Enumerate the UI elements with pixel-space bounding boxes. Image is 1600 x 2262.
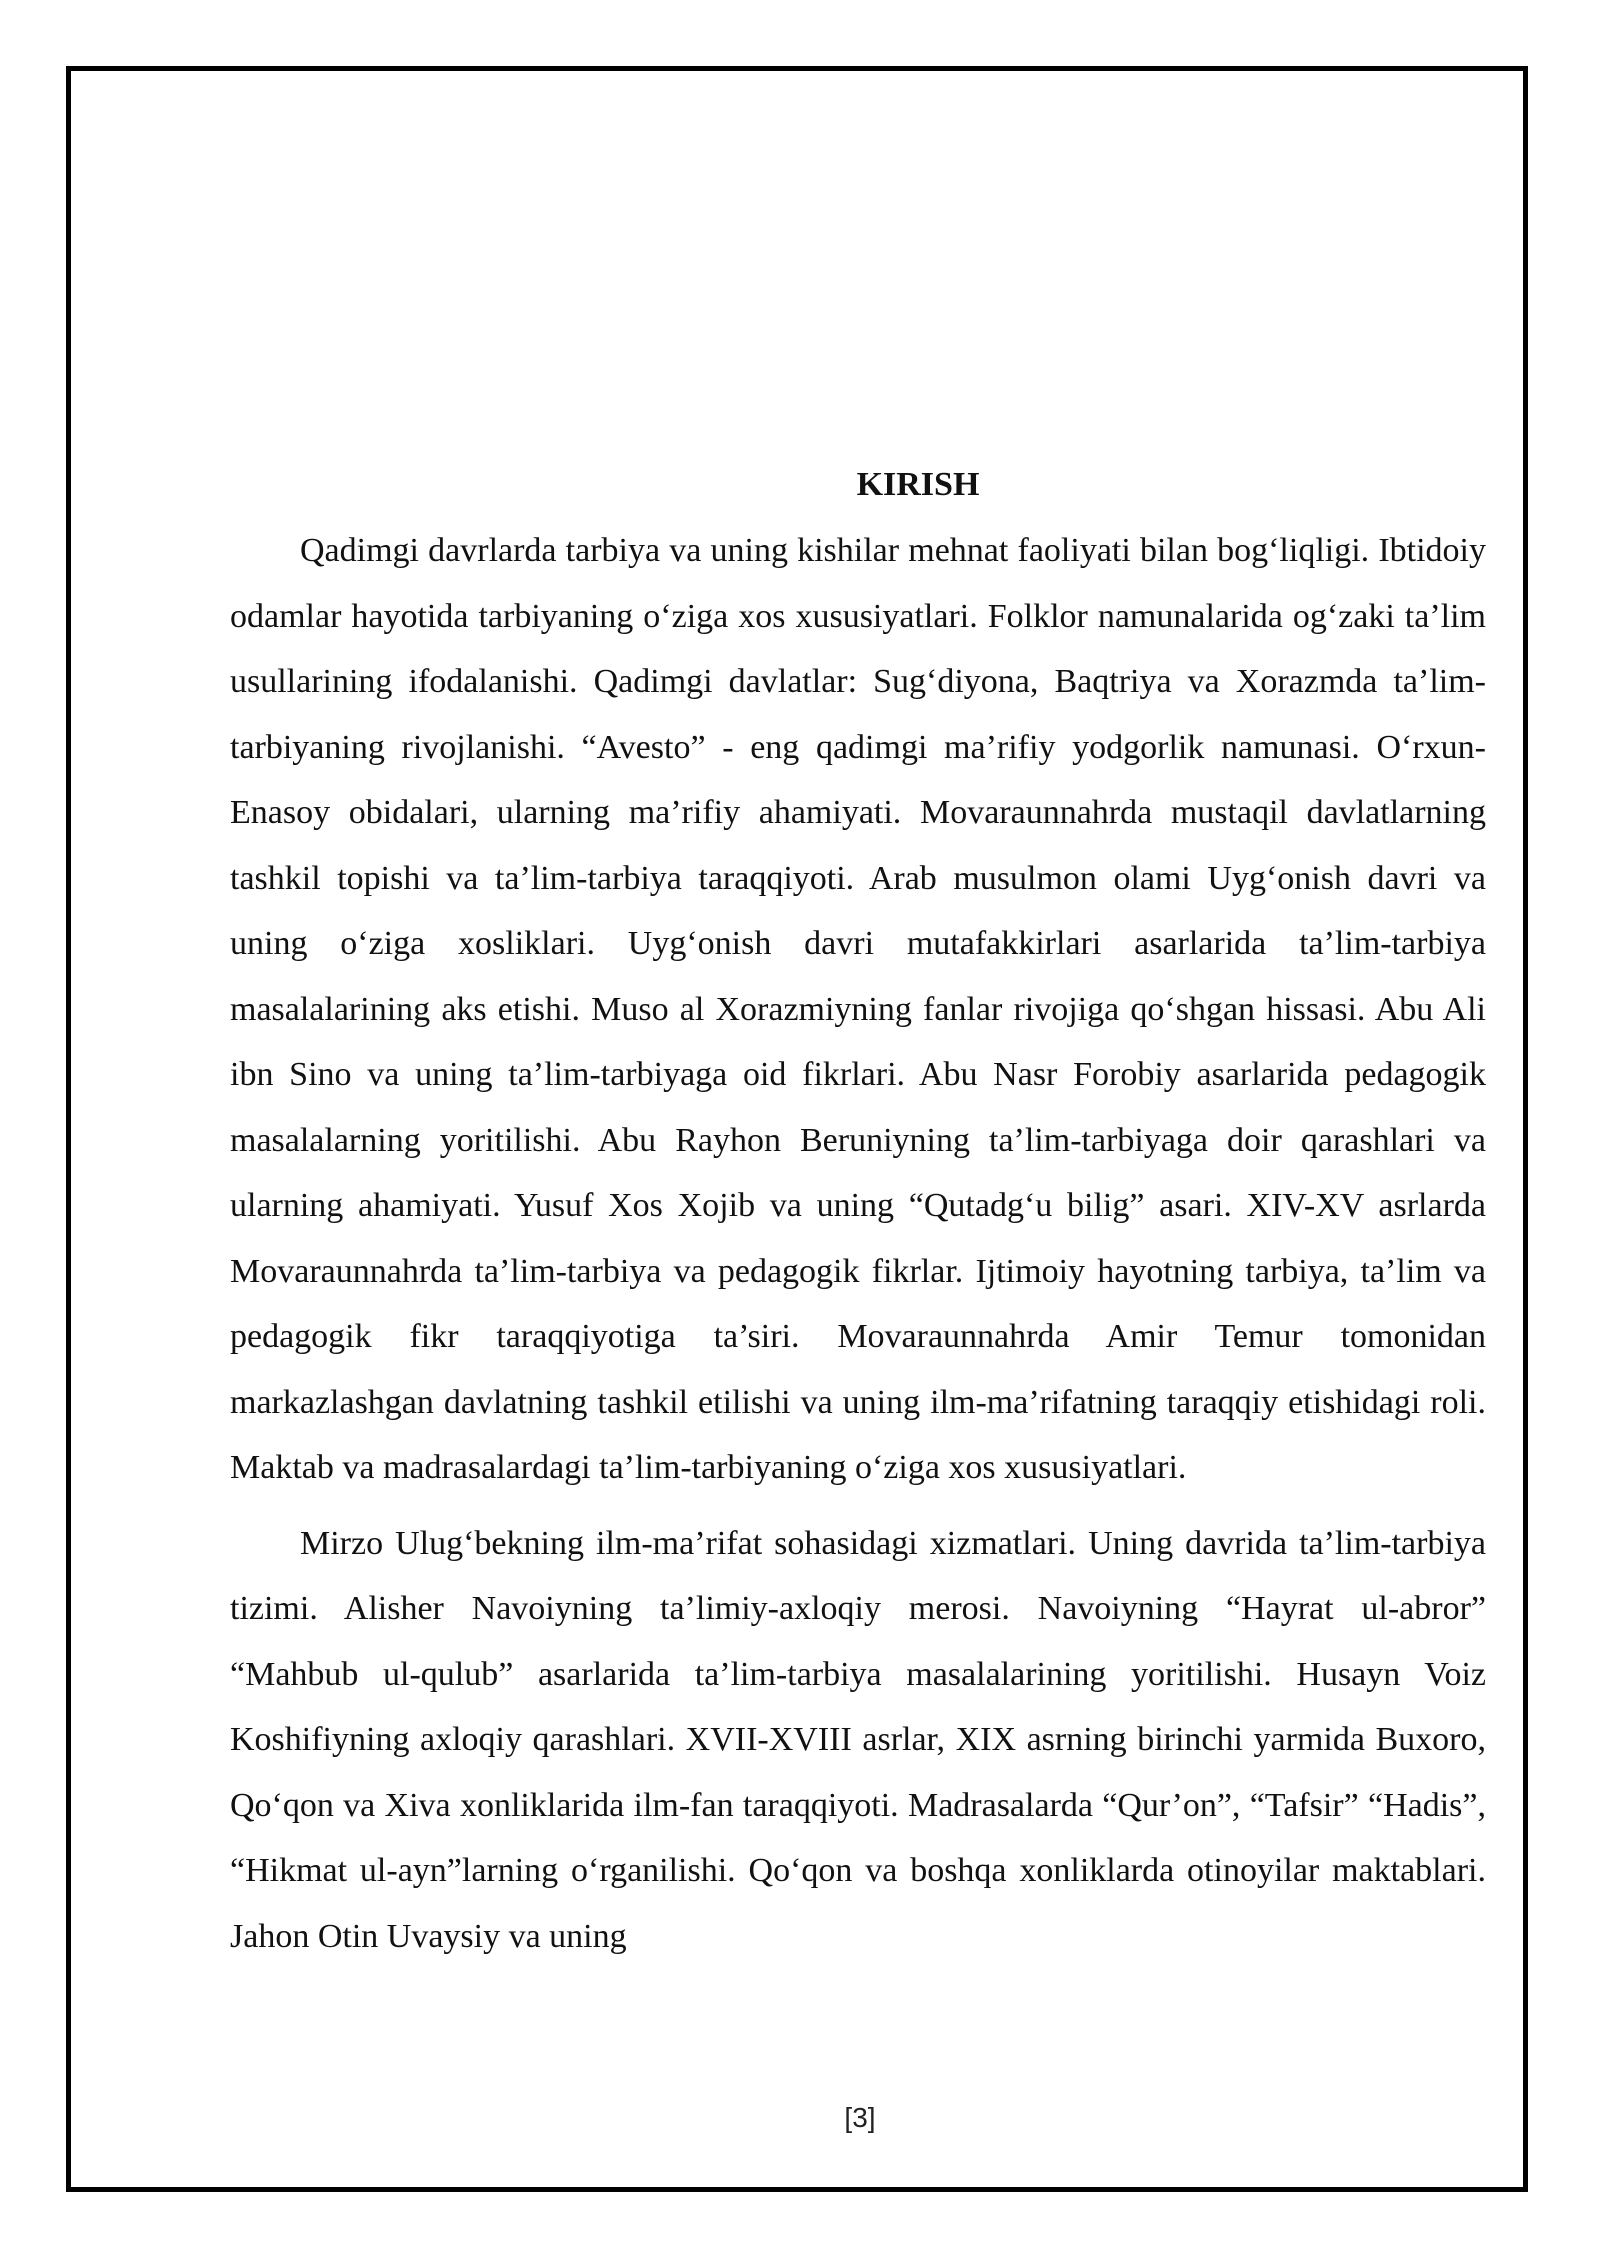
body-paragraph-1: Qadimgi davrlarda tarbiya va uning kishilar mehnat faoliyati bilan bog‘liqligi. Ibtidoiy odamlar hayotida tarbiyaning o‘ziga xos xususiyatlari. Folklor namunalarida og‘zaki ta’lim usullarining ifodalanishi. Qadimgi davlatlar: Sug‘diyona, Baqtriya va Xorazmda ta’lim-tarbiyaning rivojlanishi. “Avesto” - eng qadimgi ma’rifiy yodgorlik namunasi. O‘rxun-Enasoy obidalari, ularning ma’rifiy ahamiyati. Movaraunnahrda mustaqil davlatlarning tashkil topishi va ta’lim-tarbiya taraqqiyoti. Arab musulmon olami Uyg‘onish davri va uning o‘ziga xosliklari. Uyg‘onish davri mutafakkirlari asarlarida ta’lim-tarbiya masalalarining aks etishi. Muso al Xorazmiyning fanlar rivojiga qo‘shgan hissasi. Abu Ali ibn Sino va uning ta’lim-tarbiyaga oid fikrlari. Abu Nasr Forobiy asarlarida pedagogik masalalarning yoritilishi. Abu Rayhon Beruniyning ta’lim-tarbiyaga doir qarashlari va ularning ahamiyati. Yusuf Xos Xojib va uning “Qutadg‘u bilig” asari. XIV-XV asrlarda Movaraunnahrda ta’lim-tarbiya va pedagogik fikrlar. Ijtimoiy hayotning tarbiya, ta’lim va pedagogik fikr taraqqiyotiga ta’siri. Movaraunnahrda Amir Temur tomonidan markazlashgan davlatning tashkil etilishi va uning ilm-ma’rifatning taraqqiy etishidagi roli. Maktab va madrasalardagi ta’lim-tarbiyaning o‘ziga xos xususiyatlari. bbox=[230, 532, 1486, 1486]
page-number: [3] bbox=[844, 2102, 876, 2133]
body-paragraph-2: Mirzo Ulug‘bekning ilm-ma’rifat sohasidagi xizmatlari. Uning davrida ta’lim-tarbiya tizimi. Alisher Navoiyning ta’limiy-axloqiy merosi. Navoiyning “Hayrat ul-abror” “Mahbub ul-qulub” asarlarida ta’lim-tarbiya masalalarining yoritilishi. Husayn Voiz Koshifiyning axloqiy qarashlari. XVII-XVIII asrlar, XIX asrning birinchi yarmida Buxoro, Qo‘qon va Xiva xonliklarida ilm-fan taraqqiyoti. Madrasalarda “Qur’on”, “Tafsir” “Hadis”, “Hikmat ul-ayn”larning o‘rganilishi. Qo‘qon va boshqa xonliklarda otinoyilar maktablari. Jahon Otin Uvaysiy va uning bbox=[230, 1524, 1486, 1955]
page-content bbox=[230, 460, 1486, 1969]
section-heading: KIRISH bbox=[856, 466, 980, 503]
